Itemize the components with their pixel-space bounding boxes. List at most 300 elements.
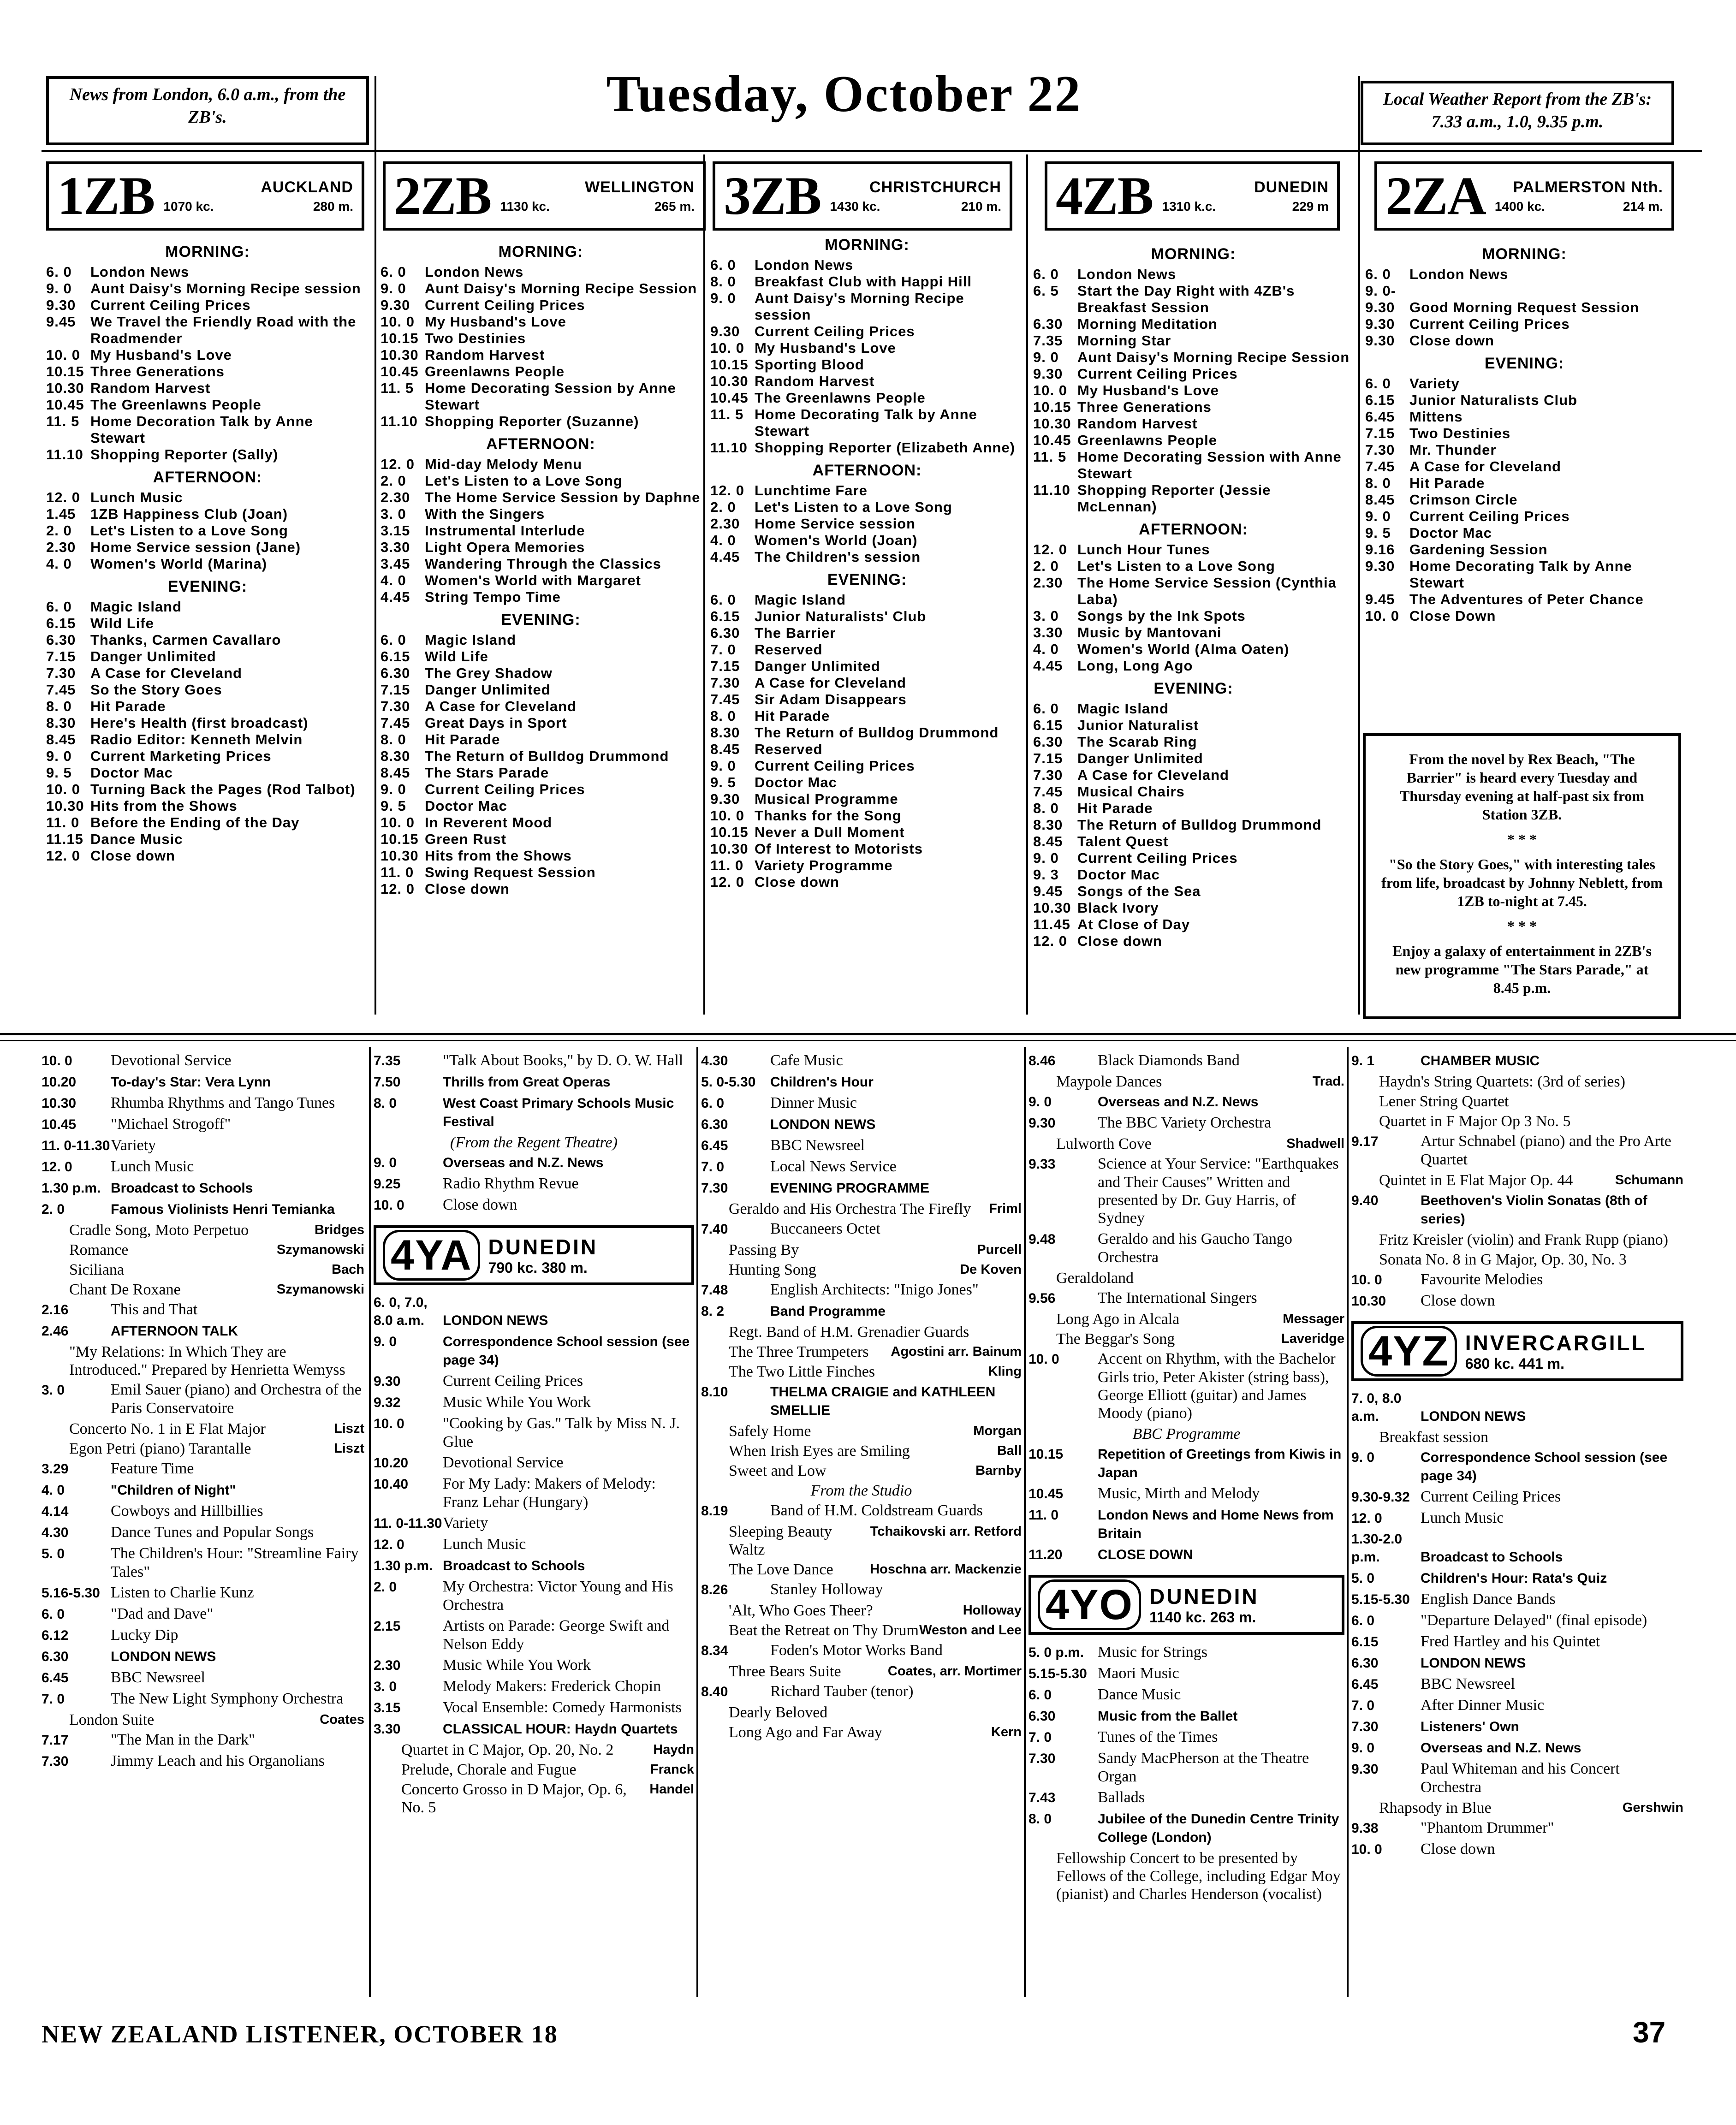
programme-entry [374, 1175, 694, 1193]
programme-entry [1351, 1569, 1683, 1587]
programme-title: A Case for Cleveland [425, 698, 577, 714]
station-kc: 1430 kc. [830, 199, 880, 214]
programme-detail [1029, 1073, 1344, 1091]
programme-entry [46, 297, 369, 314]
programme-time: 10. 0 [710, 807, 744, 824]
programme-title: Home Service session [755, 516, 916, 532]
programme-entry [46, 698, 369, 715]
programme-entry [374, 1414, 694, 1451]
programme-title: Good Morning Request Session [1409, 299, 1640, 315]
programme-time: 11.15 [46, 831, 83, 847]
note-stars: * * * [1507, 918, 1537, 934]
programme-title: Variety [1409, 375, 1460, 392]
programme-entry [1365, 492, 1683, 508]
programme-detail [1029, 1135, 1344, 1153]
programme-entry [1033, 750, 1354, 767]
programme-time: 7.50 [374, 1074, 401, 1090]
programme-time: 1.45 [46, 506, 76, 522]
programme-time: 8. 0 [1033, 800, 1059, 816]
programme-title: Listeners' Own [1421, 1719, 1519, 1734]
column-rule [1026, 154, 1028, 1015]
programme-entry [701, 1115, 1022, 1134]
programme-title: Lunch Music [111, 1158, 194, 1175]
programme-entry [380, 731, 701, 748]
programme-title: London News [90, 264, 190, 280]
programme-title: Emil Sauer (piano) and Orchestra of the Paris Conservatoire [111, 1381, 362, 1417]
programme-entry [1033, 608, 1354, 624]
programme-title: Jimmy Leach and his Organolians [111, 1752, 325, 1769]
programme-time: 10.30 [380, 347, 419, 363]
programme-entry [701, 1073, 1022, 1091]
programme-entry [374, 1617, 694, 1653]
programme-entry [1033, 916, 1354, 933]
programme-title: Paul Whiteman and his Concert Orchestra [1421, 1760, 1620, 1796]
programme-title: Jubilee of the Dunedin Centre Trinity College (London) [1098, 1811, 1339, 1845]
programme-title: London News [425, 264, 524, 280]
programme-time: 11. 0 [710, 857, 744, 873]
programme-entry [701, 1094, 1022, 1112]
programme-time: 6.30 [42, 1649, 69, 1664]
programme-title: Current Ceiling Prices [1077, 850, 1238, 866]
programme-time: 11. 0 [380, 864, 414, 880]
programme-time: 5.15-5.30 [1029, 1666, 1087, 1681]
lower-column-5 [1351, 1051, 1683, 1997]
station-city: DUNEDIN [1254, 178, 1329, 196]
detail-text: The Three Trumpeters [729, 1343, 869, 1360]
detail-text: Sleeping Beauty Waltz [729, 1523, 832, 1558]
programme-title: Shopping Reporter (Jessie McLennan) [1077, 482, 1271, 515]
programme-time: 2.15 [374, 1619, 401, 1634]
programme-entry [374, 1720, 694, 1738]
programme-title: Current Ceiling Prices [1409, 316, 1570, 332]
programme-entry [42, 1179, 364, 1197]
london-news-text: News from London, 6.0 a.m., from the ZB's. [69, 85, 346, 127]
section-heading: MORNING: [165, 243, 250, 261]
programme-entry [380, 698, 701, 715]
programme-title: Wandering Through the Classics [425, 556, 661, 572]
programme-title: The Scarab Ring [1077, 734, 1197, 750]
programme-title: Children's Hour [770, 1074, 874, 1090]
programme-entry [1033, 449, 1354, 482]
programme-entry [46, 765, 369, 781]
programme-entry [1029, 1749, 1344, 1786]
detail-text: (From the Regent Theatre) [450, 1134, 618, 1151]
section-heading: MORNING: [498, 243, 583, 261]
detail-text: Siciliana [69, 1261, 124, 1278]
station-city: DUNEDIN [488, 1235, 598, 1259]
programme-detail [1351, 1171, 1683, 1189]
programme-title: Cafe Music [770, 1052, 843, 1069]
programme-time: 7.15 [46, 648, 76, 665]
programme-time: 6. 0 [1365, 375, 1391, 392]
programme-entry [1351, 1389, 1683, 1425]
programme-time: 9. 0 [46, 280, 72, 297]
station-frequency: 680 kc. 441 m. [1465, 1355, 1565, 1372]
programme-time: 4. 0 [42, 1483, 65, 1498]
programme-detail [701, 1621, 1022, 1639]
programme-time: 7.30 [42, 1754, 69, 1769]
programme-time: 10. 0 [42, 1053, 72, 1068]
programme-entry [710, 592, 1024, 608]
programme-title: Correspondence School session (see page 34) [1421, 1450, 1668, 1484]
programme-time: 2. 0 [42, 1202, 65, 1217]
programme-entry [1365, 332, 1683, 349]
programme-title: Children's Hour: Rata's Quiz [1421, 1571, 1607, 1586]
programme-title: Let's Listen to a Love Song [1077, 558, 1275, 574]
programme-detail [1029, 1330, 1344, 1348]
programme-title: West Coast Primary Schools Music Festival [443, 1096, 674, 1129]
station-logo-4yo [1029, 1575, 1344, 1635]
station-m: 265 m. [654, 199, 695, 214]
programme-title: Reserved [755, 641, 823, 658]
programme-time: 6. 0 [710, 592, 736, 608]
programme-time: 3.30 [374, 1721, 401, 1737]
programme-title: Broadcast to Schools [443, 1558, 585, 1573]
programme-time: 11.10 [380, 413, 418, 429]
programme-title: Songs by the Ink Spots [1077, 608, 1246, 624]
programme-detail [701, 1561, 1022, 1579]
programme-time: 2. 0 [374, 1579, 397, 1595]
programme-time: 11. 5 [1033, 449, 1067, 465]
composer: Franck [650, 1762, 694, 1777]
detail-text: The Beggar's Song [1056, 1330, 1175, 1347]
weather-text: Local Weather Report from the ZB's: 7.33 a.m., 1.0, 9.35 p.m. [1383, 89, 1652, 132]
programme-detail [42, 1261, 364, 1279]
note-stars: * * * [1507, 831, 1537, 848]
programme-title: Lucky Dip [111, 1626, 178, 1644]
programme-entry [701, 1502, 1022, 1520]
programme-title: Cowboys and Hillbillies [111, 1502, 263, 1520]
composer: Liszt [333, 1441, 364, 1456]
programme-entry [374, 1535, 694, 1554]
programme-title: Magic Island [425, 632, 517, 648]
programme-entry [380, 781, 701, 798]
programme-entry [1029, 1350, 1344, 1422]
composer: Liszt [333, 1421, 364, 1436]
programme-time: 9. 0 [374, 1155, 397, 1170]
programme-time: 6.30 [1033, 734, 1063, 750]
programme-title: Melody Makers: Frederick Chopin [443, 1678, 661, 1695]
programme-time: 3.29 [42, 1461, 69, 1477]
programme-title: Shopping Reporter (Suzanne) [425, 413, 639, 429]
programme-title: Danger Unlimited [90, 648, 216, 665]
programme-time: 10.45 [42, 1117, 77, 1132]
programme-time: 7.30 [46, 665, 76, 681]
composer: Holloway [963, 1603, 1022, 1618]
detail-text: Three Bears Suite [729, 1663, 841, 1680]
programme-entry [1033, 266, 1354, 283]
programme-title: The Greenlawns People [90, 397, 262, 413]
programme-title: Two Destinies [425, 330, 526, 346]
programme-time: 12. 0 [1351, 1511, 1382, 1526]
programme-entry [46, 413, 369, 446]
programme-title: Talent Quest [1077, 833, 1169, 849]
programme-time: 8.40 [701, 1684, 728, 1699]
programme-title: Close down [90, 848, 175, 864]
programme-entry [46, 831, 369, 848]
programme-title: Current Marketing Prices [90, 748, 272, 764]
programme-entry [46, 798, 369, 814]
composer: Schumann [1615, 1173, 1683, 1187]
programme-time: 11.10 [1033, 482, 1070, 498]
programme-detail [374, 1741, 694, 1759]
programme-time: 6. 0 [46, 599, 72, 615]
station-city: WELLINGTON [585, 178, 695, 196]
programme-detail [701, 1723, 1022, 1741]
programme-detail [1029, 1425, 1344, 1443]
programme-entry [1351, 1292, 1683, 1310]
programme-title: A Case for Cleveland [1077, 767, 1229, 783]
programme-title: Danger Unlimited [755, 658, 880, 674]
station-1zb [46, 161, 364, 231]
programme-time: 10. 0 [380, 814, 415, 831]
programme-time: 10.15 [46, 363, 84, 380]
programme-time: 6.45 [1351, 1677, 1379, 1692]
programme-entry [1033, 734, 1354, 750]
programme-entry [710, 857, 1024, 874]
programme-time: 1.30-2.0 p.m. [1351, 1531, 1403, 1565]
programme-entry [374, 1475, 694, 1511]
detail-text: "My Relations: In Which They are Introduced." Prepared by Henrietta Wemyss [69, 1343, 345, 1378]
programme-time: 2. 0 [380, 473, 406, 489]
programme-title: Sir Adam Disappears [755, 691, 907, 707]
programme-time: 6. 0 [380, 632, 406, 648]
programme-time: 8.30 [710, 724, 740, 741]
programme-entry [380, 798, 701, 814]
programme-time: 9.17 [1351, 1134, 1379, 1149]
programme-time: 8. 0 [380, 731, 406, 748]
programme-title: Close down [443, 1196, 517, 1213]
programme-title: Band of H.M. Coldstream Guards [770, 1502, 983, 1519]
programme-entry [701, 1157, 1022, 1176]
programme-title: Random Harvest [755, 373, 875, 389]
column-rule [1347, 1047, 1349, 1997]
programme-time: 2.30 [374, 1658, 401, 1673]
programme-entry [46, 748, 369, 765]
programme-entry [710, 482, 1024, 499]
programme-time: 6. 0 [1365, 266, 1391, 282]
programme-entry [380, 665, 701, 682]
detail-text: Long Ago and Far Away [729, 1724, 883, 1741]
programme-entry [46, 848, 369, 864]
programme-entry [1033, 541, 1354, 558]
programme-entry [1365, 442, 1683, 458]
programme-time: 11. 0-11.30 [42, 1138, 110, 1153]
programme-entry [710, 841, 1024, 857]
station-call: 3ZB [724, 166, 821, 226]
programme-entry [1033, 817, 1354, 833]
programme-detail [42, 1241, 364, 1259]
programme-time: 10.30 [710, 841, 749, 857]
composer: Trad. [1312, 1074, 1344, 1089]
section-heading: MORNING: [1151, 245, 1236, 263]
programme-entry [710, 340, 1024, 356]
station-call: 1ZB [57, 166, 155, 226]
programme-detail [701, 1422, 1022, 1440]
programme-time: 9. 5 [710, 774, 736, 790]
programme-title: Current Ceiling Prices [1409, 508, 1570, 524]
programme-time: 4.45 [1033, 658, 1063, 674]
column-rule [1024, 1047, 1026, 1997]
programme-entry [1365, 475, 1683, 492]
programme-title: Current Ceiling Prices [1077, 366, 1238, 382]
programme-detail [42, 1343, 364, 1379]
programme-entry [374, 1372, 694, 1390]
programme-title: Hit Parade [1409, 475, 1485, 491]
programme-time: 10.15 [380, 831, 419, 847]
programme-title: Home Decoration Talk by Anne Stewart [90, 413, 313, 446]
programme-title: Songs of the Sea [1077, 883, 1201, 899]
programme-time: 4.14 [42, 1504, 69, 1519]
programme-title: LONDON NEWS [443, 1313, 548, 1328]
programme-title: Before the Ending of the Day [90, 814, 300, 831]
programme-entry [1033, 283, 1354, 316]
programme-entry [710, 608, 1024, 625]
programme-entry [710, 774, 1024, 791]
station-meta [488, 1235, 598, 1276]
programme-title: Music for Strings [1098, 1644, 1207, 1661]
programme-entry [710, 290, 1024, 323]
programme-entry [1029, 1686, 1344, 1704]
programme-title: Shopping Reporter (Elizabeth Anne) [755, 439, 1016, 456]
programme-title: Instrumental Interlude [425, 522, 585, 539]
programme-entry [1351, 1488, 1683, 1506]
programme-entry [1351, 1611, 1683, 1630]
programme-time: 9. 0 [1351, 1740, 1375, 1756]
composer: Kern [991, 1725, 1022, 1739]
programme-title: LONDON NEWS [1421, 1656, 1526, 1671]
programme-entry [42, 1381, 364, 1417]
programme-title: Broadcast to Schools [111, 1181, 253, 1196]
programme-title: Long, Long Ago [1077, 658, 1193, 674]
station-call: 2ZA [1385, 166, 1486, 226]
programme-title: Green Rust [425, 831, 507, 847]
lower-column-3 [701, 1051, 1022, 1997]
programme-entry [46, 264, 369, 280]
programme-entry [1365, 608, 1683, 624]
programme-title: Dinner Music [770, 1094, 857, 1111]
programme-entry [710, 257, 1024, 273]
programme-title: A Case for Cleveland [1409, 458, 1561, 475]
programme-entry [1351, 1448, 1683, 1485]
detail-text: From the Studio [810, 1482, 912, 1499]
programme-entry [46, 632, 369, 648]
programme-entry [374, 1514, 694, 1532]
programme-entry [42, 1647, 364, 1666]
programme-time: 7. 0 [701, 1159, 725, 1175]
programme-time: 7.45 [1365, 458, 1395, 475]
programme-entry [380, 589, 701, 605]
section-heading: EVENING: [827, 571, 907, 588]
programme-entry [710, 406, 1024, 439]
programme-entry [1029, 1788, 1344, 1807]
programme-title: Foden's Motor Works Band [770, 1642, 943, 1659]
programme-title: The New Light Symphony Orchestra [111, 1690, 344, 1707]
programme-time: 7.15 [380, 682, 410, 698]
programme-time: 9.45 [46, 314, 76, 330]
programme-time: 8. 0 [1365, 475, 1391, 491]
station-call: 2ZB [394, 166, 491, 226]
programme-time: 4. 0 [380, 572, 406, 588]
programme-time: 12. 0 [1033, 541, 1067, 558]
programme-time: 7.30 [701, 1181, 728, 1196]
detail-text: Fellowship Concert to be presented by Fellows of the College, including Edgar Moy (pianist) and Charles Henderson (vocalist) [1056, 1850, 1341, 1903]
programme-title: Home Service session (Jane) [90, 539, 301, 555]
programme-entry [380, 648, 701, 665]
programme-entry [710, 439, 1024, 456]
programme-time: 10.15 [1033, 399, 1071, 415]
programme-entry [1351, 1270, 1683, 1289]
programme-entry [1033, 416, 1354, 432]
programme-title: Tunes of the Times [1098, 1728, 1218, 1745]
programme-detail [42, 1221, 364, 1239]
programme-entry [1033, 624, 1354, 641]
detail-text: Haydn's String Quartets: (3rd of series) [1379, 1073, 1625, 1090]
programme-detail [701, 1200, 1022, 1218]
header-rule [42, 150, 1702, 152]
detail-text: Quartet in C Major, Op. 20, No. 2 [401, 1741, 614, 1758]
programme-title: A Case for Cleveland [755, 675, 906, 691]
programme-title: Reserved [755, 741, 823, 757]
programme-time: 9.38 [1351, 1821, 1379, 1836]
detail-text: Safely Home [729, 1423, 811, 1440]
section-heading: AFTERNOON: [153, 469, 262, 486]
programme-title: The Home Service Session (Cynthia Laba) [1077, 575, 1337, 607]
programme-title: Junior Naturalists' Club [755, 608, 927, 624]
programme-entry [46, 715, 369, 731]
programme-title: Variety [111, 1137, 156, 1154]
programme-title: Close Down [1409, 608, 1496, 624]
programme-title: Maori Music [1098, 1665, 1179, 1682]
detail-text: Prelude, Chorale and Fugue [401, 1761, 577, 1778]
programme-entry [42, 1460, 364, 1478]
programme-title: The Adventures of Peter Chance [1409, 591, 1644, 607]
programme-time: 9.33 [1029, 1157, 1056, 1172]
programme-time: 10.15 [710, 356, 749, 373]
programme-entry [710, 499, 1024, 516]
programme-title: London News and Home News from Britain [1098, 1508, 1334, 1541]
station-frequency: 1140 kc. 263 m. [1149, 1609, 1256, 1626]
programme-time: 4. 0 [46, 556, 72, 572]
programme-title: To-day's Star: Vera Lynn [111, 1074, 271, 1090]
programme-title: The BBC Variety Orchestra [1098, 1114, 1272, 1131]
programme-time: 7.30 [380, 698, 410, 714]
programme-time: 12. 0 [42, 1159, 72, 1175]
programme-time: 8.30 [46, 715, 76, 731]
composer: Weston and Lee [919, 1623, 1022, 1638]
composer: Coates [320, 1712, 364, 1727]
programme-entry [46, 556, 369, 572]
programme-time: 2.16 [42, 1302, 69, 1318]
programme-time: 6.45 [701, 1138, 728, 1153]
programme-time: 9.30 [1365, 316, 1395, 332]
programme-entry [380, 489, 701, 506]
programme-entry [1351, 1051, 1683, 1070]
programme-entry [710, 708, 1024, 724]
programme-detail [1351, 1428, 1683, 1446]
zb-column-2za [1365, 240, 1683, 724]
programme-title: After Dinner Music [1421, 1697, 1545, 1714]
programme-time: 3.30 [1033, 624, 1063, 641]
programme-detail [701, 1523, 1022, 1559]
programme-title: "Phantom Drummer" [1421, 1819, 1554, 1836]
station-call: 4YO [1038, 1579, 1141, 1630]
zb-column-2zb [380, 237, 701, 1017]
programme-title: Greenlawns People [1077, 432, 1217, 448]
programme-title: 1ZB Happiness Club (Joan) [90, 506, 288, 522]
programme-entry [380, 380, 701, 413]
programme-detail [701, 1482, 1022, 1500]
